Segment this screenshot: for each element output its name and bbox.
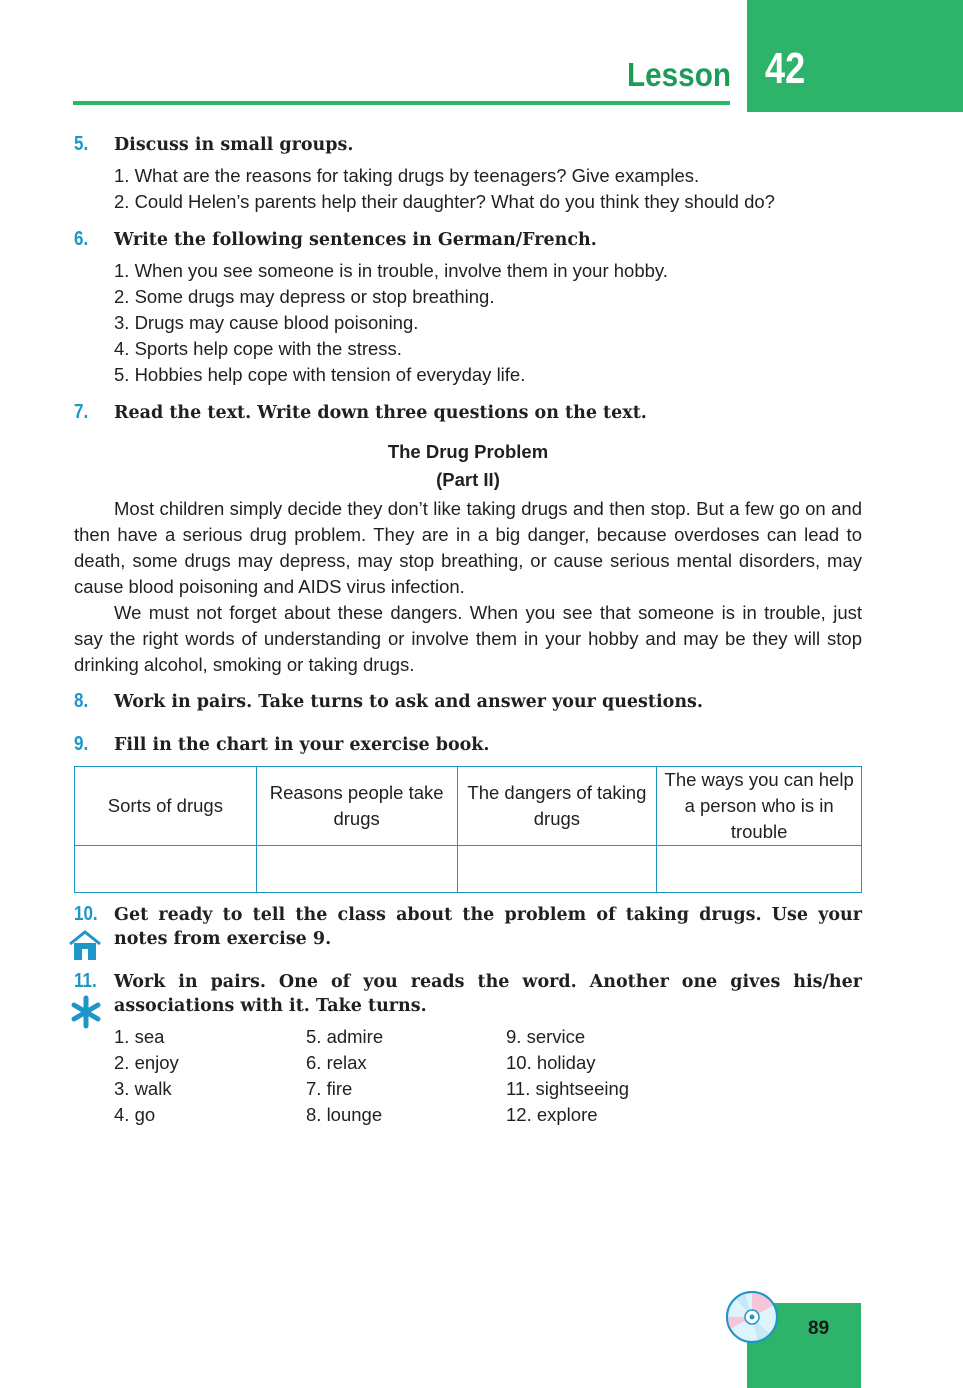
drugs-chart [74,766,862,893]
asterisk-icon [70,995,102,1029]
sentence-item: 2. Some drugs may depress or stop breathing. [114,286,495,307]
word-item: 5. admire [306,1026,384,1047]
chart-column-header: Reasons people take drugs [256,767,457,846]
text-subtitle: (Part II) [436,469,500,490]
exercise-heading: Get ready to tell the class about the problem of taking drugs. Use your [114,905,862,925]
paragraph: Most children simply decide they don’t like taking drugs and then stop. But a few go on and then have a serious drug problem. They are in a big danger, because overdoses can lead to death, some drugs may depress, may stop breathing, or cause serious mental disorders, may cause blood poisoning and AIDS virus infection. [74,498,862,597]
word-item: 3. walk [114,1078,172,1099]
chart-column-header: The dangers of taking drugs [457,767,657,846]
sentence-item: 4. Sports help cope with the stress. [114,338,402,359]
sentence-item: 1. When you see someone is in trouble, involve them in your hobby. [114,260,668,281]
word-item: 7. fire [306,1078,353,1099]
exercise-number: 8. [74,690,89,712]
word-item: 2. enjoy [114,1052,179,1073]
exercise-number: 6. [74,228,89,250]
exercise-heading: Write the following sentences in German/French. [114,230,597,250]
word-item: 9. service [506,1026,586,1047]
exercise-heading: Work in pairs. One of you reads the word. Another one gives his/her [114,972,862,992]
chart-header-row [75,767,862,846]
exercise-heading: Fill in the chart in your exercise book. [114,735,490,755]
exercise-number: 5. [74,133,89,155]
exercise-heading: Work in pairs. Take turns to ask and answer your questions. [114,692,703,712]
sentence-item: 3. Drugs may cause blood poisoning. [114,312,419,333]
chart-cell [657,846,862,893]
text-title: The Drug Problem [387,441,549,462]
chart-column-header: Sorts of drugs [75,767,257,846]
chart-column-header: The ways you can help a person who is in trouble [657,767,862,846]
exercise-heading: Discuss in small groups. [114,135,354,155]
home-icon [68,929,102,961]
question-item: 1. What are the reasons for taking drugs by teenagers? Give examples. [114,165,700,186]
chart-empty-row [75,846,862,893]
cd-icon [725,1290,779,1344]
chart-cell [256,846,457,893]
exercise-number: 7. [74,401,89,423]
question-item: 2. Could Helen’s parents help their daughter? What do you think they should do? [114,191,775,212]
word-item: 12. explore [506,1104,598,1125]
exercise-heading: Read the text. Write down three questions on the text. [114,403,647,423]
reading-text [74,496,862,678]
exercise-number: 10. [74,903,98,925]
word-item: 4. go [114,1104,156,1125]
sentence-item: 5. Hobbies help cope with tension of everyday life. [114,364,526,385]
exercise-heading-continued: notes from exercise 9. [114,929,332,949]
word-item: 10. holiday [506,1052,596,1073]
chart-cell [457,846,657,893]
exercise-heading-continued: associations with it. Take turns. [114,996,427,1016]
header-rule [73,101,730,105]
chart-cell [75,846,257,893]
word-item: 8. lounge [306,1104,383,1125]
word-item: 1. sea [114,1026,165,1047]
paragraph: We must not forget about these dangers. When you see that someone is in trouble, just say the right words of understanding or involve them in your hobby and may be they will stop drinking alcohol, smoking or taking drugs. [74,602,862,675]
word-item: 6. relax [306,1052,367,1073]
exercise-number: 11. [74,970,97,992]
word-item: 11. sightseeing [506,1078,630,1099]
lesson-number: 42 [765,44,806,93]
exercise-number: 9. [74,733,89,755]
page-number: 89 [808,1318,830,1339]
lesson-title: Lesson [627,56,731,93]
